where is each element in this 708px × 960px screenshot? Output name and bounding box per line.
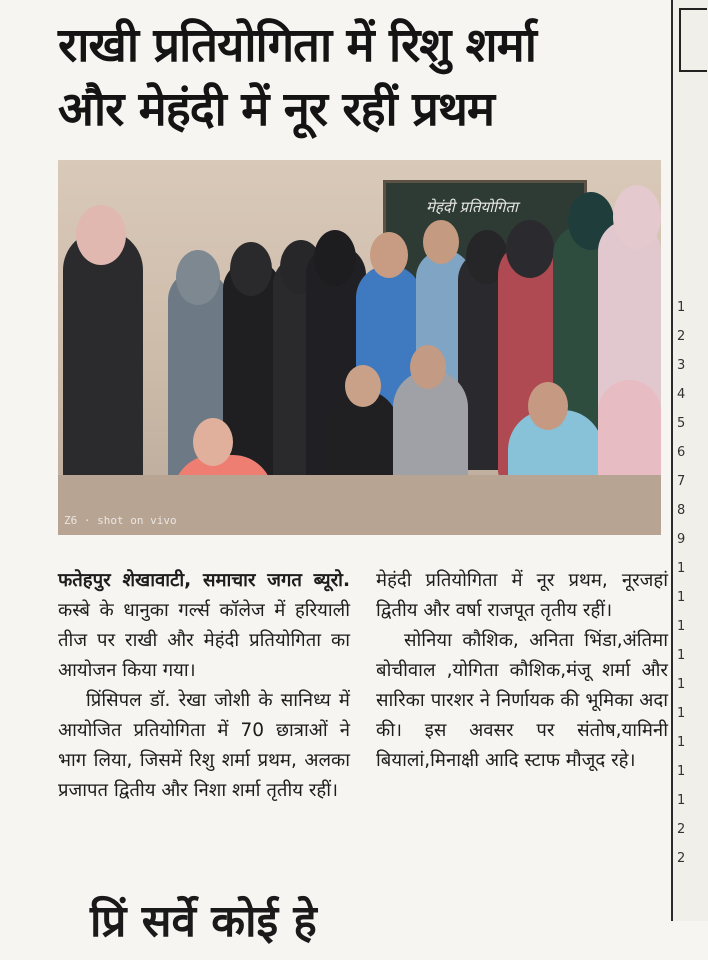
person-head: [345, 365, 381, 407]
side-row-number: 2: [677, 851, 686, 866]
person-head: [76, 205, 126, 265]
camera-watermark: Z6 · shot on vivo: [64, 514, 177, 527]
side-row-number: 8: [677, 503, 686, 518]
adjacent-column-strip: [671, 0, 708, 921]
body-paragraph: सोनिया कौशिक, अनिता भिंडा,अंतिमा बोचीवाल ,योगिता कौशिक,मंजू शर्मा और सारिका पारशर ने निर्णायक की भूमिका अदा की। इस अवसर पर संतोष,यामिनी बियालां,मिनाक्षी आदि स्टाफ मौजूद रहे।: [376, 630, 668, 771]
person-head: [423, 220, 459, 264]
side-row-number: 1: [677, 300, 686, 315]
side-row-number: 6: [677, 445, 686, 460]
side-row-number: 2: [677, 822, 686, 837]
article-photo: [58, 160, 661, 535]
person-head: [506, 220, 554, 278]
person-head: [410, 345, 446, 389]
body-paragraph: प्रिंसिपल डॉ. रेखा जोशी के सानिध्य में आयोजित प्रतियोगिता में 70 छात्राओं ने भाग लिया, जिसमें रिशु शर्मा प्रथम, अलका प्रजापत द्वितीय और निशा शर्मा तृतीय रहीं।: [58, 690, 350, 801]
side-row-number: 1: [677, 590, 686, 605]
side-row-number: 4: [677, 387, 686, 402]
adjacent-box: [679, 8, 707, 72]
person-head: [528, 382, 568, 430]
side-row-number: 1: [677, 735, 686, 750]
side-row-number: 1: [677, 619, 686, 634]
side-row-number: 2: [677, 329, 686, 344]
person-head: [193, 418, 233, 466]
headline-line-2: और मेहंदी में नूर रहीं प्रथम: [58, 82, 494, 137]
side-row-number: 1: [677, 764, 686, 779]
article-column-1: [58, 566, 350, 806]
side-row-number: 5: [677, 416, 686, 431]
side-row-number: 9: [677, 532, 686, 547]
blackboard-text: मेहंदी प्रतियोगिता: [426, 198, 518, 216]
person-head: [314, 230, 356, 286]
person-head: [230, 242, 272, 296]
next-article-headline-fragment: प्रिं सर्वे कोई हे: [90, 896, 317, 947]
side-row-number: 1: [677, 561, 686, 576]
side-row-number: 1: [677, 706, 686, 721]
side-row-number: 1: [677, 793, 686, 808]
body-paragraph: मेहंदी प्रतियोगिता में नूर प्रथम, नूरजहां द्वितीय और वर्षा राजपूत तृतीय रहीं।: [376, 570, 668, 621]
person-head: [613, 185, 661, 249]
body-text: कस्बे के धानुका गर्ल्स कॉलेज में हरियाली तीज पर राखी और मेहंदी प्रतियोगिता का आयोजन किया गया।: [58, 600, 350, 681]
article-column-2: [376, 566, 668, 776]
article-headline: [58, 14, 668, 142]
side-row-number: 1: [677, 677, 686, 692]
side-row-number: 7: [677, 474, 686, 489]
person-head: [370, 232, 408, 278]
person-head: [176, 250, 220, 305]
headline-line-1: राखी प्रतियोगिता में रिशु शर्मा: [58, 18, 536, 73]
dateline: फतेहपुर शेखावाटी, समाचार जगत ब्यूरो.: [58, 570, 350, 591]
side-row-number: 1: [677, 648, 686, 663]
side-row-number: 3: [677, 358, 686, 373]
